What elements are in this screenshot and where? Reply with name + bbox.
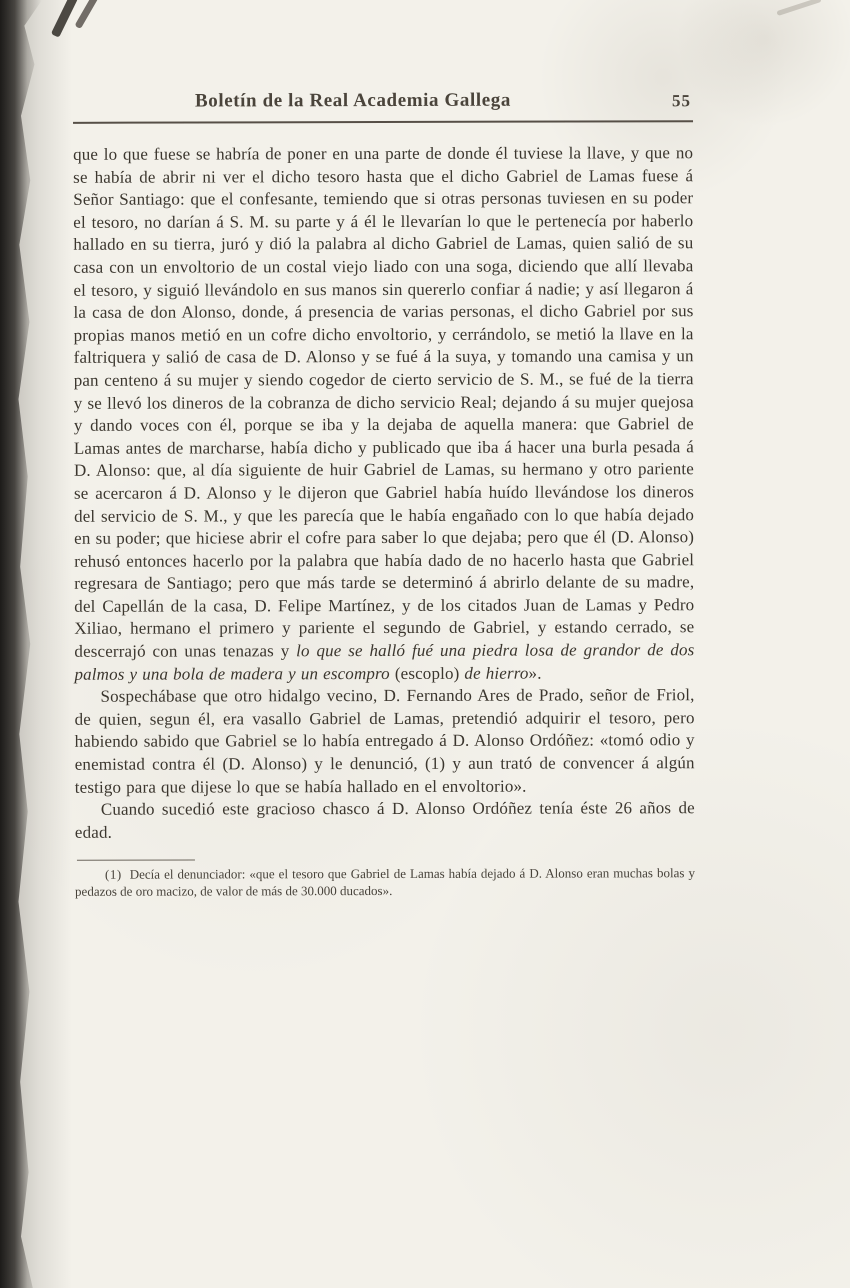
page-content: [73, 89, 695, 900]
paragraph-text-italic: de hierro: [464, 663, 529, 683]
page-number: 55: [671, 91, 691, 111]
scan-artifact-mark: [776, 0, 821, 16]
footnote-marker: (1): [104, 867, 122, 883]
journal-title: Boletín de la Real Academia Gallega: [194, 89, 511, 112]
paragraph-2: Sospechábase que otro hidalgo vecino, D. Fernando Ares de Prado, señor de Friol, de quien, segun él, era vasallo Gabriel de Lamas, pretendió adquirir el tesoro, pero habiendo sabido que Gabriel se lo había entregado á D. Alonso Ordóñez: «tomó odio y enemistad contra él (D. Alonso) y le denunció, (1) y aun trató de convencer á algún testigo para que dijese lo que se había hallado en el envoltorio».: [74, 685, 695, 797]
header-rule: [73, 120, 693, 124]
paragraph-text: (escoplo): [394, 663, 465, 683]
footnote-rule: [77, 860, 195, 861]
body-text: [73, 142, 695, 844]
paragraph-text: que lo que fuese se habría de poner en una parte de donde él tuviese la llave, y que no se había de abrir ni ver el dicho tesoro hasta que el dicho Gabriel de Lamas fuese á Señor Santiago: que el confesante, temiendo que si otras personas tuviesen en su poder el tesoro, no darían á S. M. su parte y á él le llevarían lo que le pertenecía por haberlo hallado en su tierra, juró y dió la palabra al dicho Gabriel de Lamas, quien salió de su casa con un envoltorio de un costal viejo liado con una soga, diciendo que allí llevaba el tesoro, y siguió llevándolo en sus manos sin quererlo confiar á nadie; y así llegaron á la casa de don Alonso, donde, á presencia de varias personas, el dicho Gabriel por sus propias manos metió en un cofre dicho envoltorio, y cerrándolo, se metió la llave en la faltriquera y salió de casa de D. Alonso y se fué á la suya, y tomando una camisa y un pan centeno á su mujer y siendo cogedor de cierto servicio de S. M., se fué de la tierra y se llevó los dineros de la cobranza de dicho servicio Real; dejando á su mujer quejosa y dando voces con él, porque se iba y la dejaba de aquella manera: que Gabriel de Lamas antes de marcharse, había dicho y publicado que iba á hacer una burla pesada á D. Alonso: que, al día siguiente de huir Gabriel de Lamas, su hermano y otro pariente se acercaron á D. Alonso y le dijeron que Gabriel había huído llevándose los dineros del servicio de S. M., y que les parecía que le había engañado con lo que había dejado en su poder; que hiciese abrir el cofre para saber lo que dejaba; pero que él (D. Alonso) rehusó entonces hacerlo por la palabra que había dado de no hacerlo hasta que Gabriel regresara de Santiago; pero que más tarde se determinó á abrirlo delante de su madre, del Capellán de la casa, D. Felipe Martínez, y de los citados Juan de Lamas y Pedro Xiliao, hermano el primero y pariente el segundo de Gabriel, y estando cerrado, se descerrajó con unas tenazas y: [73, 143, 695, 661]
paragraph-3: Cuando sucedió este gracioso chasco á D. Alonso Ordóñez tenía éste 26 años de edad.: [74, 798, 695, 842]
footnote: [75, 859, 695, 901]
footnote-body: Decía el denunciador: «que el tesoro que Gabriel de Lamas había dejado á D. Alonso eran muchas bolas y pedazos de oro macizo, de valor de más de 30.000 ducados».: [75, 865, 696, 899]
page-header: [73, 89, 693, 117]
scan-binding-shadow: [0, 0, 72, 1288]
paragraph-text: ».: [528, 663, 542, 683]
scan-artifact-mark: [74, 0, 100, 29]
paragraph-text-italic: lo que se halló fué una piedra losa de grandor de dos palmos y una bola de madera y un escompro: [74, 640, 695, 684]
paragraph-1: [73, 142, 694, 686]
footnote-paragraph: [75, 866, 695, 901]
